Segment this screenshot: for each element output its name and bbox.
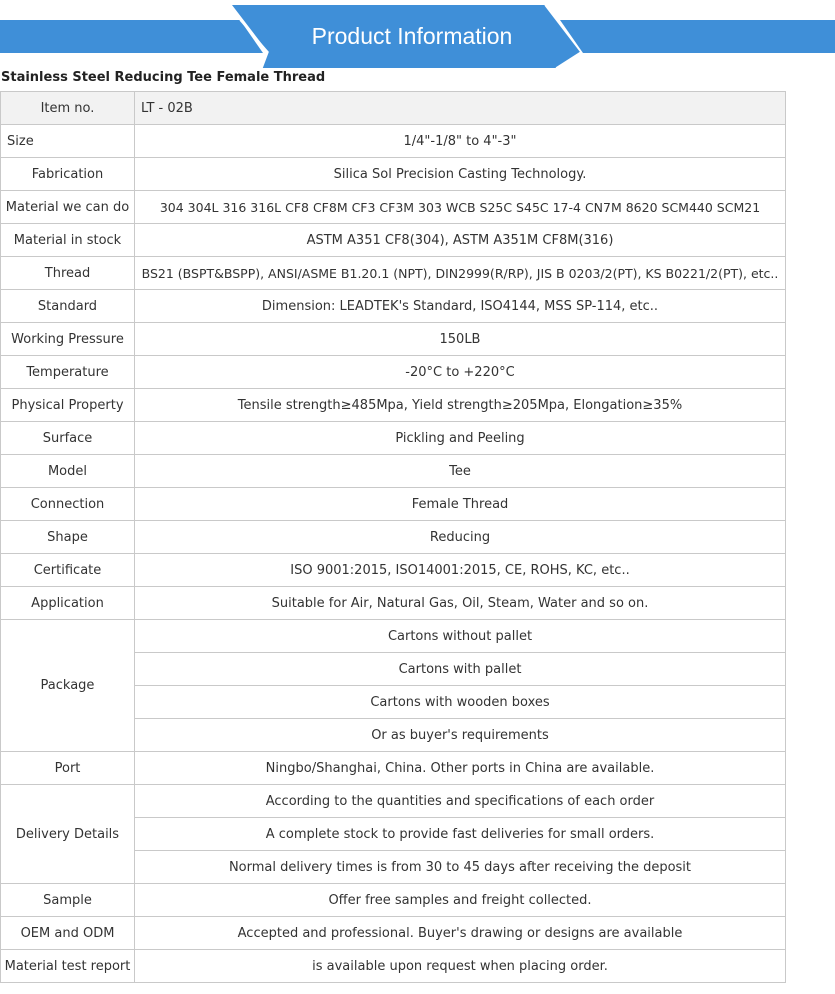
row-value: is available upon request when placing order. (135, 950, 786, 983)
table-row (1, 125, 786, 158)
table-row (1, 620, 786, 653)
table-row (1, 92, 786, 125)
table-row (1, 191, 786, 224)
row-label: Surface (1, 422, 135, 455)
table-row (1, 224, 786, 257)
row-label: Temperature (1, 356, 135, 389)
table-row (1, 587, 786, 620)
table-row (1, 917, 786, 950)
table-row (1, 158, 786, 191)
table-row (1, 884, 786, 917)
row-value: Pickling and Peeling (135, 422, 786, 455)
row-label: Standard (1, 290, 135, 323)
row-value: 150LB (135, 323, 786, 356)
row-value: 304 304L 316 316L CF8 CF8M CF3 CF3M 303 WCB S25C S45C 17-4 CN7M 8620 SCM440 SCM21 (135, 191, 786, 224)
row-value: Tee (135, 455, 786, 488)
table-row (1, 455, 786, 488)
table-row (1, 521, 786, 554)
row-label: Shape (1, 521, 135, 554)
row-label: OEM and ODM (1, 917, 135, 950)
table-row (1, 389, 786, 422)
row-value: Tensile strength≥485Mpa, Yield strength≥205Mpa, Elongation≥35% (135, 389, 786, 422)
row-value: -20°C to +220°C (135, 356, 786, 389)
row-value: Reducing (135, 521, 786, 554)
row-value: A complete stock to provide fast deliveries for small orders. (135, 818, 786, 851)
product-title: Stainless Steel Reducing Tee Female Thread (1, 70, 326, 85)
row-value: LT - 02B (135, 92, 786, 125)
row-label: Physical Property (1, 389, 135, 422)
row-value: Female Thread (135, 488, 786, 521)
row-label: Delivery Details (1, 785, 135, 884)
row-label: Fabrication (1, 158, 135, 191)
row-label: Port (1, 752, 135, 785)
row-value: Accepted and professional. Buyer's drawing or designs are available (135, 917, 786, 950)
row-value: Offer free samples and freight collected. (135, 884, 786, 917)
table-row (1, 356, 786, 389)
row-value: Dimension: LEADTEK's Standard, ISO4144, MSS SP-114, etc.. (135, 290, 786, 323)
row-value: Suitable for Air, Natural Gas, Oil, Steam, Water and so on. (135, 587, 786, 620)
table-row (1, 257, 786, 290)
row-label: Package (1, 620, 135, 752)
row-value: BS21 (BSPT&BSPP), ANSI/ASME B1.20.1 (NPT), DIN2999(R/RP), JIS B 0203/2(PT), KS B0221/2(PT), etc.. (135, 257, 786, 290)
row-label: Certificate (1, 554, 135, 587)
row-value: Normal delivery times is from 30 to 45 days after receiving the deposit (135, 851, 786, 884)
row-value: 1/4"-1/8" to 4"-3" (135, 125, 786, 158)
table-row (1, 323, 786, 356)
row-value: Silica Sol Precision Casting Technology. (135, 158, 786, 191)
banner-title: Product Information (311, 23, 513, 49)
row-label: Connection (1, 488, 135, 521)
table-row (1, 785, 786, 818)
table-row (1, 950, 786, 983)
row-label: Model (1, 455, 135, 488)
row-value: Or as buyer's requirements (135, 719, 786, 752)
row-value: According to the quantities and specifications of each order (135, 785, 786, 818)
row-label: Item no. (1, 92, 135, 125)
row-value: Cartons with wooden boxes (135, 686, 786, 719)
row-label: Material in stock (1, 224, 135, 257)
row-label: Size (1, 125, 135, 158)
product-info-banner (0, 0, 835, 68)
row-label: Thread (1, 257, 135, 290)
row-label: Sample (1, 884, 135, 917)
table-row (1, 488, 786, 521)
row-value: ASTM A351 CF8(304), ASTM A351M CF8M(316) (135, 224, 786, 257)
table-row (1, 554, 786, 587)
table-row (1, 752, 786, 785)
row-label: Application (1, 587, 135, 620)
row-value: Ningbo/Shanghai, China. Other ports in China are available. (135, 752, 786, 785)
product-spec-table (0, 91, 786, 983)
row-label: Working Pressure (1, 323, 135, 356)
row-value: Cartons with pallet (135, 653, 786, 686)
table-row (1, 422, 786, 455)
row-value: ISO 9001:2015, ISO14001:2015, CE, ROHS, KC, etc.. (135, 554, 786, 587)
table-row (1, 290, 786, 323)
row-label: Material test report (1, 950, 135, 983)
row-label: Material we can do (1, 191, 135, 224)
row-value: Cartons without pallet (135, 620, 786, 653)
